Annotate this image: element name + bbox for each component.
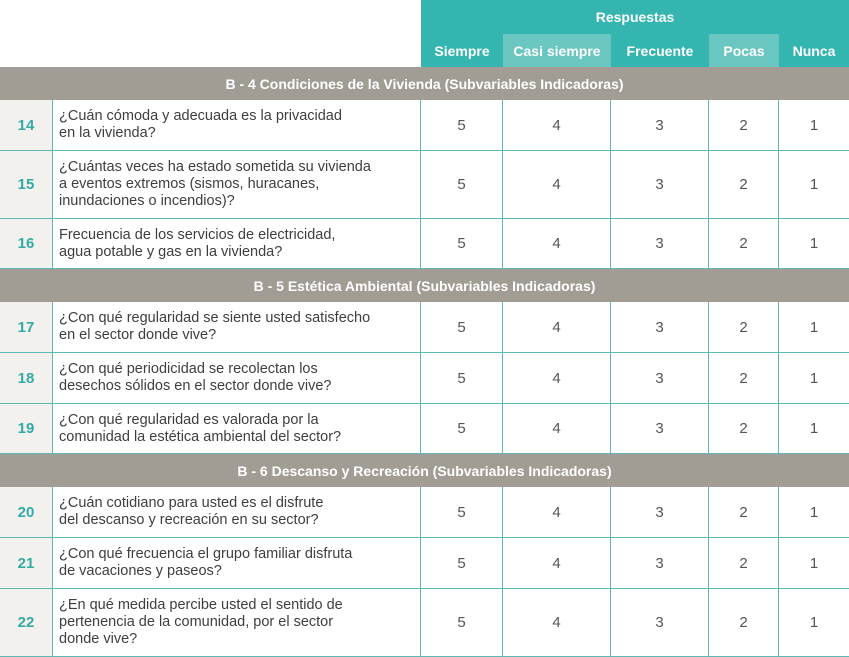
question-number: 14 <box>0 100 53 150</box>
table-row <box>0 219 849 269</box>
question-number: 21 <box>0 538 53 588</box>
score-casi-siempre: 4 <box>503 404 611 453</box>
options-header-row <box>421 34 849 67</box>
table-row <box>0 404 849 454</box>
score-casi-siempre: 4 <box>503 538 611 588</box>
section-header: B - 5 Estética Ambiental (Subvariables Indicadoras) <box>0 269 849 302</box>
table-row <box>0 487 849 538</box>
score-siempre: 5 <box>421 219 503 268</box>
table-row <box>0 589 849 657</box>
question-number: 17 <box>0 302 53 352</box>
option-header-pocas: Pocas <box>709 34 779 67</box>
score-pocas: 2 <box>709 353 779 403</box>
question-text: ¿Cuán cómoda y adecuada es la privacidad en la vivienda? <box>53 100 421 150</box>
score-casi-siempre: 4 <box>503 219 611 268</box>
question-text: ¿Con qué regularidad es valorada por la comunidad la estética ambiental del sector? <box>53 404 421 453</box>
score-siempre: 5 <box>421 538 503 588</box>
question-text: ¿Con qué frecuencia el grupo familiar disfruta de vacaciones y paseos? <box>53 538 421 588</box>
score-nunca: 1 <box>809 420 819 437</box>
section-header: B - 4 Condiciones de la Vivienda (Subvariables Indicadoras) <box>0 67 849 100</box>
score-nunca: 1 <box>809 369 819 387</box>
responses-header: Respuestas <box>421 0 849 34</box>
table-row <box>0 302 849 353</box>
score-siempre: 5 <box>421 302 503 352</box>
score-siempre: 5 <box>421 487 503 537</box>
option-header-siempre: Siempre <box>434 42 490 59</box>
score-frecuente: 3 <box>611 100 709 150</box>
question-text: ¿Cuántas veces ha estado sometida su vivienda a eventos extremos (sismos, huracanes, inundaciones o incendios)? <box>53 151 421 218</box>
table-row <box>0 100 849 151</box>
question-number: 18 <box>0 353 53 403</box>
score-siempre: 5 <box>421 151 503 218</box>
question-number: 19 <box>0 404 53 453</box>
score-casi-siempre: 4 <box>503 151 611 218</box>
score-nunca: 1 <box>809 614 819 631</box>
score-siempre: 5 <box>421 589 503 656</box>
score-frecuente: 3 <box>611 487 709 537</box>
score-nunca: 1 <box>809 176 819 193</box>
question-number: 16 <box>0 219 53 268</box>
score-pocas: 2 <box>709 589 779 656</box>
score-siempre: 5 <box>421 100 503 150</box>
table-row <box>0 151 849 219</box>
score-frecuente: 3 <box>611 353 709 403</box>
question-text: ¿Cuán cotidiano para usted es el disfrute del descanso y recreación en su sector? <box>53 487 421 537</box>
score-casi-siempre: 4 <box>503 100 611 150</box>
table-row <box>0 538 849 589</box>
score-pocas: 2 <box>709 151 779 218</box>
option-header-casi-siempre: Casi siempre <box>503 34 611 67</box>
score-pocas: 2 <box>709 302 779 352</box>
score-casi-siempre: 4 <box>503 487 611 537</box>
score-pocas: 2 <box>709 404 779 453</box>
score-frecuente: 3 <box>611 538 709 588</box>
question-text: ¿En qué medida percibe usted el sentido de pertenencia de la comunidad, por el sector donde vive? <box>53 589 421 656</box>
score-pocas: 2 <box>709 487 779 537</box>
score-frecuente: 3 <box>611 589 709 656</box>
question-number: 22 <box>0 589 53 656</box>
score-casi-siempre: 4 <box>503 302 611 352</box>
option-header-frecuente: Frecuente <box>626 42 694 59</box>
score-casi-siempre: 4 <box>503 589 611 656</box>
score-frecuente: 3 <box>611 404 709 453</box>
question-number: 15 <box>0 151 53 218</box>
score-pocas: 2 <box>709 100 779 150</box>
header-blank-corner <box>0 0 421 67</box>
score-siempre: 5 <box>421 404 503 453</box>
question-text: ¿Con qué regularidad se siente usted satisfecho en el sector donde vive? <box>53 302 421 352</box>
score-frecuente: 3 <box>611 219 709 268</box>
question-text: ¿Con qué periodicidad se recolectan los desechos sólidos en el sector donde vive? <box>53 353 421 403</box>
score-nunca: 1 <box>809 503 819 521</box>
score-nunca: 1 <box>809 318 819 336</box>
score-nunca: 1 <box>809 235 819 252</box>
score-pocas: 2 <box>709 219 779 268</box>
question-text: Frecuencia de los servicios de electricidad, agua potable y gas en la vivienda? <box>53 219 421 268</box>
score-nunca: 1 <box>809 116 819 134</box>
score-frecuente: 3 <box>611 151 709 218</box>
section-header: B - 6 Descanso y Recreación (Subvariables Indicadoras) <box>0 454 849 487</box>
table-row <box>0 353 849 404</box>
score-frecuente: 3 <box>611 302 709 352</box>
score-casi-siempre: 4 <box>503 353 611 403</box>
score-pocas: 2 <box>709 538 779 588</box>
score-siempre: 5 <box>421 353 503 403</box>
score-nunca: 1 <box>809 554 819 572</box>
question-number: 20 <box>0 487 53 537</box>
option-header-nunca: Nunca <box>792 42 836 59</box>
